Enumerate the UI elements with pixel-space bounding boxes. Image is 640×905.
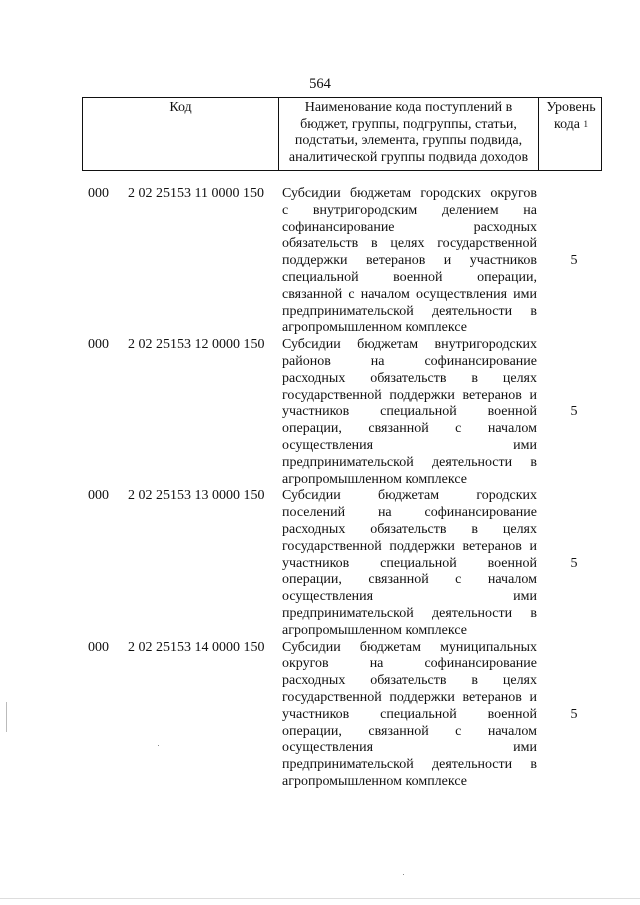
scan-speck [158,745,159,746]
header-level-line1: Уровень [546,100,596,115]
row-description-line: участников специальной военной [282,706,537,722]
header-name-line: аналитической группы подвида доходов [288,149,529,165]
row-description-line: осуществления ими [282,589,537,605]
table-row [0,337,640,488]
row-description-line: Субсидии бюджетам городских [282,488,537,504]
row-description [282,186,537,337]
row-description-line: участников специальной военной [282,555,537,571]
header-level-line2 [539,117,603,134]
row-description-line: специальной военной операции, [282,269,537,285]
row-level: 5 [570,404,578,420]
header-level-word: кода [553,116,581,132]
row-admin-code: 000 [88,639,109,655]
header-name-cell [279,98,539,170]
table-header [82,97,602,171]
row-description-line: поддержки ветеранов и участников [282,253,537,269]
row-description-line: Субсидии бюджетам городских округов [282,186,537,201]
row-description-line: государственной поддержки ветеранов и [282,387,537,403]
row-description-line: районов на софинансирование [282,353,537,369]
row-description-line: операции, связанной с началом [282,723,537,739]
row-description-line: государственной поддержки ветеранов и [282,538,537,554]
row-description-line: агропромышленном комплексе [282,471,467,487]
row-description-line: предпринимательской деятельности в [282,757,537,773]
scan-speck [403,874,404,875]
scan-speck [0,898,640,899]
row-level: 5 [570,253,578,269]
header-code-label: Код [169,100,192,115]
row-income-code: 2 02 25153 12 0000 150 [128,337,265,353]
header-code-cell [83,98,279,170]
row-description-line: расходных обязательств в целях [282,673,537,689]
row-income-code: 2 02 25153 11 0000 150 [128,186,264,201]
row-level: 5 [570,555,578,571]
header-level-cell [539,98,603,170]
row-description-line: операции, связанной с началом [282,572,537,588]
row-description-line: агропромышленном комплексе [282,773,467,789]
row-description [282,488,537,639]
row-description-line: осуществления ими [282,437,537,453]
row-description-line: предпринимательской деятельности в [282,303,537,319]
footnote-marker: 1 [583,118,589,129]
row-description [282,640,537,791]
row-description-line: предпринимательской деятельности в [282,454,537,470]
row-description-line: участников специальной военной [282,404,537,420]
row-description-line: агропромышленном комплексе [282,622,467,638]
row-description-line: связанной с началом осуществления ими [282,286,537,302]
row-description-line: Субсидии бюджетам внутригородских [282,337,537,353]
row-description-line: расходных обязательств в целях [282,521,537,537]
row-description-line: с внутригородским делением на [282,202,537,218]
scan-speck [6,702,7,732]
row-income-code: 2 02 25153 14 0000 150 [128,639,265,655]
page-number: 564 [309,76,331,92]
row-description-line: предпринимательской деятельности в [282,605,537,621]
table-row [0,488,640,639]
row-description-line: Субсидии бюджетам муниципальных [282,639,537,655]
row-description-line: агропромышленном комплексе [282,320,467,336]
row-description-line: софинансирование расходных [282,219,537,235]
row-income-code: 2 02 25153 13 0000 150 [128,488,265,504]
header-name-line: подстатьи, элемента, группы подвида, [294,133,523,148]
row-description-line: округов на софинансирование [282,656,537,672]
row-admin-code: 000 [88,186,109,201]
row-admin-code: 000 [88,337,109,353]
header-name-line: бюджет, группы, подгруппы, статьи, [300,116,517,132]
header-name-line: Наименование кода поступлений в [304,100,513,115]
row-level: 5 [570,706,578,722]
row-admin-code: 000 [88,488,109,504]
row-description-line: осуществления ими [282,740,537,756]
table-row [0,186,640,337]
table-body [0,186,640,791]
table-row [0,640,640,791]
row-description-line: обязательств в целях государственной [282,236,537,252]
row-description-line: государственной поддержки ветеранов и [282,689,537,705]
row-description-line: расходных обязательств в целях [282,370,537,386]
row-description [282,337,537,488]
row-description-line: операции, связанной с началом [282,421,537,437]
row-description-line: поселений на софинансирование [282,505,537,521]
